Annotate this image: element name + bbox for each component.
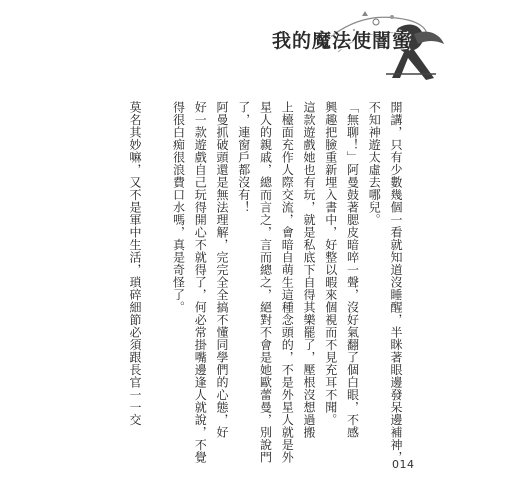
text-column: 了，連窗戶都沒有！ [236,101,251,214]
text-column: 開講，只有少數幾個一看就知道沒睡醒，半眯著眼邊發呆邊補神， [389,101,403,464]
text-column: 這款遊戲她也有玩，就是私底下自得其樂罷了，壓根沒想過搬 [302,101,316,439]
text-column: 好一款遊戲自己玩得開心不就得了，何必常掛嘴邊逢人就說，不覺 [193,101,208,464]
vertical-body-text [128,101,403,464]
page-number: 014 [392,458,415,471]
text-column: 阿曼抓破頭還是無法理解，完完全全搞不懂同學們的心態，好 [215,101,229,439]
text-column: 「無聊！」阿曼鼓著腮皮暗啐一聲，沒好氣翻了個白眼，不感 [345,101,360,439]
text-column: 莫名其妙嘛，又不是軍中生活，瑣碎細節必須跟長官一一交 [128,101,142,426]
text-column: 得很白痴很浪費口水嗎，真是奇怪了。 [171,101,186,314]
chapter-header [258,8,448,88]
text-column: 不知神遊太虛去哪兒。 [367,101,382,226]
text-column: 上檯面充作人際交流，會暗自萌生這種念頭的，不是外星人就是外 [280,101,295,464]
text-column: 星人的親戚，總而言之，言而總之，絕對不會是她歐蕾曼，別說門 [258,101,273,464]
text-column: 興趣把臉重新埋入書中，好整以暇來個視而不見充耳不聞。 [323,101,338,426]
book-title: 我的魔法使闇蜜 [272,30,413,52]
